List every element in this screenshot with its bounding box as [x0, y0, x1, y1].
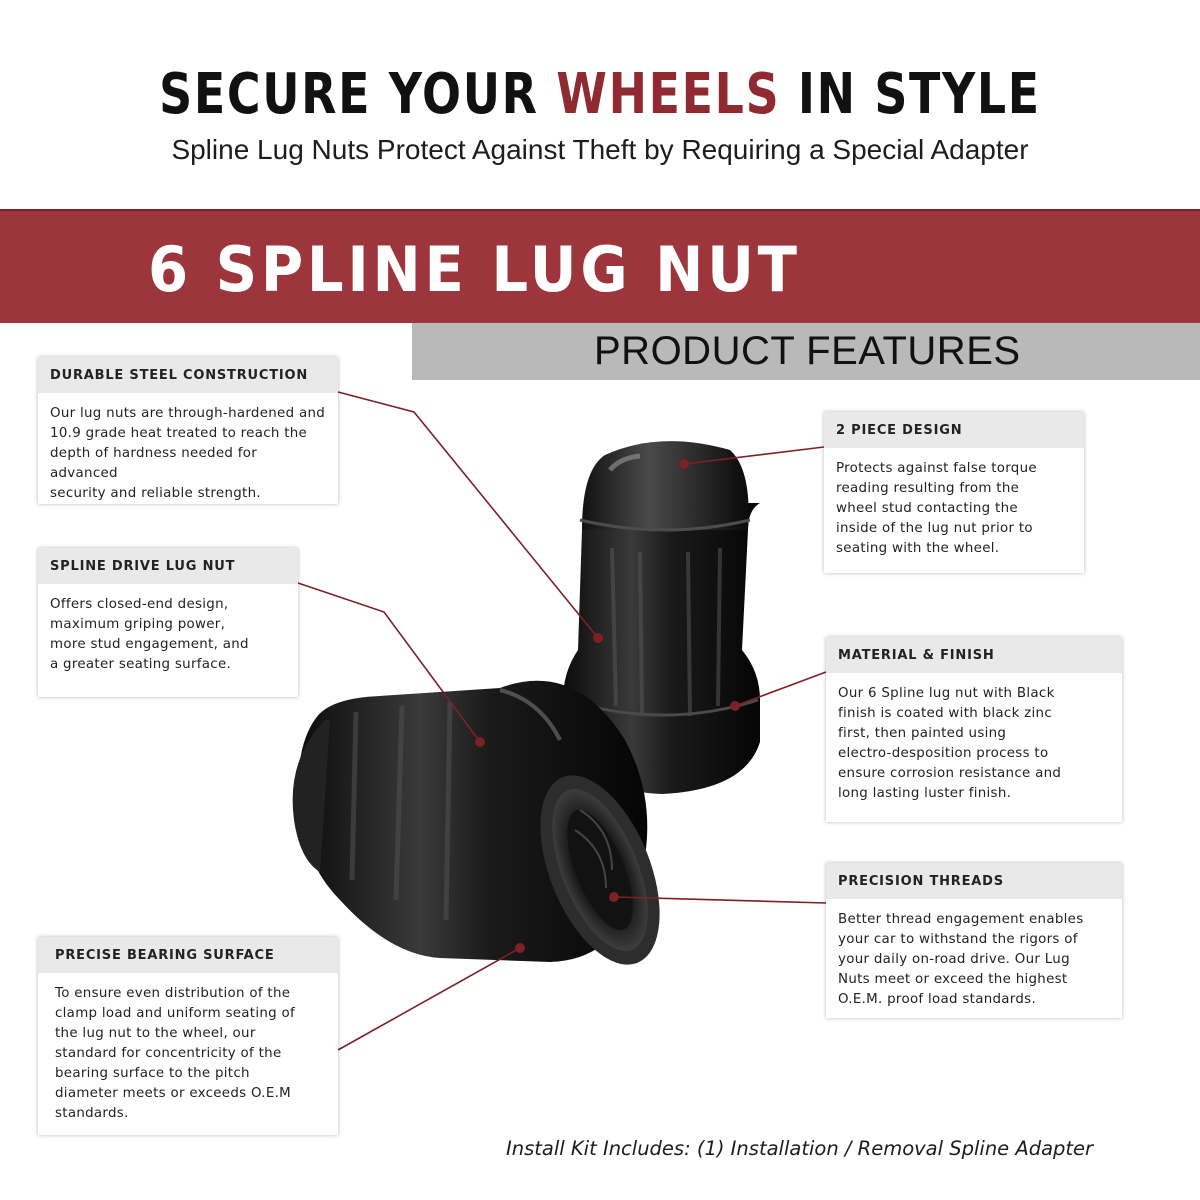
leader-dot-bearing — [515, 943, 525, 953]
feature-line: Better thread engagement enables — [838, 912, 1084, 927]
feature-line: standard for concentricity of the — [55, 1046, 282, 1061]
feature-line: diameter meets or exceeds O.E.M — [55, 1086, 292, 1101]
feature-title-two-piece: 2 PIECE DESIGN — [824, 412, 1084, 448]
feature-line: seating with the wheel. — [836, 541, 1000, 556]
feature-title-durable: DURABLE STEEL CONSTRUCTION — [38, 357, 338, 393]
feature-line: finish is coated with black zinc — [838, 706, 1052, 721]
feature-text-threads — [826, 899, 1122, 1010]
leader-dot-material — [730, 701, 740, 711]
feature-line: depth of hardness needed for advanced — [50, 446, 258, 481]
headline-part1: SECURE YOUR — [159, 62, 539, 127]
feature-card-bearing — [38, 937, 338, 1135]
feature-card-threads — [826, 863, 1122, 1018]
feature-line: Our lug nuts are through-hardened and — [50, 406, 326, 421]
feature-line: bearing surface to the pitch — [55, 1066, 250, 1081]
feature-line: first, then painted using — [838, 726, 1007, 741]
leader-dot-two-piece — [679, 459, 689, 469]
feature-line: inside of the lug nut prior to — [836, 521, 1033, 536]
feature-line: Our 6 Spline lug nut with Black — [838, 686, 1055, 701]
feature-line: standards. — [55, 1106, 129, 1121]
feature-line: To ensure even distribution of the — [55, 986, 291, 1001]
feature-text-two-piece — [824, 448, 1084, 559]
feature-title-material: MATERIAL & FINISH — [826, 637, 1122, 673]
headline-accent: WHEELS — [556, 62, 781, 127]
product-title: 6 SPLINE LUG NUT — [148, 233, 801, 306]
feature-line: the lug nut to the wheel, our — [55, 1026, 256, 1041]
feature-title-threads: PRECISION THREADS — [826, 863, 1122, 899]
feature-text-bearing — [38, 973, 338, 1124]
feature-line: ensure corrosion resistance and — [838, 766, 1062, 781]
feature-line: Offers closed-end design, — [50, 597, 229, 612]
feature-line: Protects against false torque — [836, 461, 1037, 476]
feature-line: wheel stud contacting the — [836, 501, 1018, 516]
feature-line: your car to withstand the rigors of — [838, 932, 1078, 947]
feature-line: maximum griping power, — [50, 617, 226, 632]
feature-line: security and reliable strength. — [50, 486, 261, 501]
page-subheadline: Spline Lug Nuts Protect Against Theft by Requiring a Special Adapter — [171, 134, 1029, 165]
leader-line-durable — [338, 392, 598, 638]
install-kit-note: Install Kit Includes: (1) Installation / Removal Spline Adapter — [506, 1137, 1094, 1160]
feature-line: your daily on-road drive. Our Lug — [838, 952, 1070, 967]
feature-line: long lasting luster finish. — [838, 786, 1012, 801]
feature-title-spline-drive: SPLINE DRIVE LUG NUT — [38, 548, 298, 584]
leader-dot-threads — [609, 892, 619, 902]
leader-dot-spline — [475, 737, 485, 747]
headline-part2: IN STYLE — [797, 62, 1041, 127]
feature-line: 10.9 grade heat treated to reach the — [50, 426, 308, 441]
feature-text-durable — [38, 393, 338, 504]
feature-card-durable — [38, 357, 338, 504]
feature-card-spline-drive — [38, 548, 298, 697]
feature-line: Nuts meet or exceed the highest — [838, 972, 1068, 987]
feature-line: electro-desposition process to — [838, 746, 1049, 761]
leader-line-bearing — [338, 948, 520, 1050]
feature-line: more stud engagement, and — [50, 637, 249, 652]
feature-card-two-piece — [824, 412, 1084, 573]
feature-line: O.E.M. proof load standards. — [838, 992, 1037, 1007]
feature-text-material — [826, 673, 1122, 804]
feature-card-material — [826, 637, 1122, 822]
feature-line: clamp load and uniform seating of — [55, 1006, 296, 1021]
feature-title-bearing: PRECISE BEARING SURFACE — [38, 937, 338, 973]
feature-text-spline-drive — [38, 584, 298, 675]
features-title: PRODUCT FEATURES — [594, 329, 1021, 373]
leader-dot-durable — [593, 633, 603, 643]
feature-line: reading resulting from the — [836, 481, 1020, 496]
feature-line: a greater seating surface. — [50, 657, 232, 672]
